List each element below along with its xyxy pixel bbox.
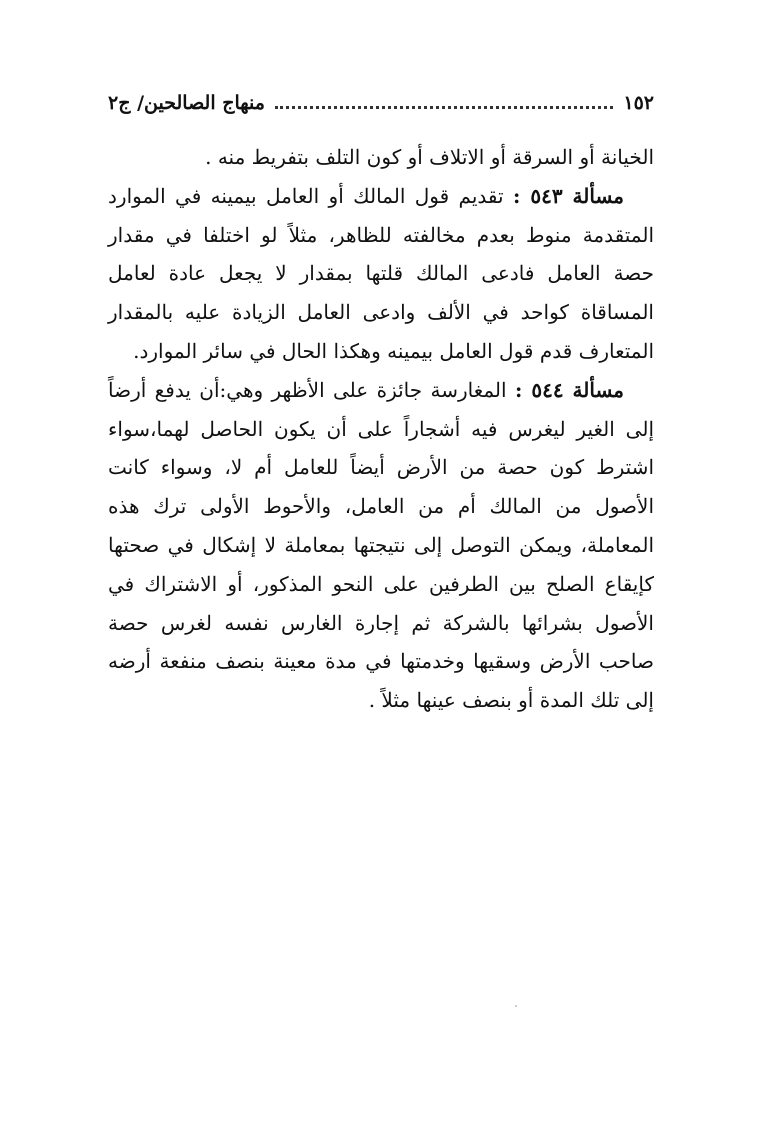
header-leader-dots (275, 106, 613, 109)
issue-544-label: مسألة ٥٤٤ : (514, 377, 624, 402)
issue-543-paragraph (108, 177, 654, 371)
issue-543-label: مسألة ٥٤٣ : (512, 183, 624, 208)
issue-544-paragraph (108, 371, 654, 720)
issue-544-text: المغارسة جائزة على الأظهر وهي:أن يدفع أرضاً إلى الغير ليغرس فيه أشجاراً على أن يكون الحاصل لهما،سواء اشترط كون حصة من الأرض أيضاً للعامل أم لا، وسواء كانت الأصول من المالك أم من العامل، والأحوط الأولى ترك هذه المعاملة، ويمكن التوصل إلى نتيجتها بمعاملة لا إشكال في صحتها كإيقاع الصلح بين الطرفين على النحو المذكور، أو الاشتراك في الأصول بشرائها بالشركة ثم إجارة الغارس نفسه لغرس حصة صاحب الأرض وسقيها وخدمتها في مدة معينة بنصف منفعة أرضه إلى تلك المدة أو بنصف عينها مثلاً . (108, 377, 654, 713)
scan-speck (515, 1005, 517, 1007)
body-text (108, 138, 654, 720)
page-number: ١٥٢ (623, 92, 654, 114)
continuation-paragraph: الخيانة أو السرقة أو الاتلاف أو كون التلف بتفريط منه . (205, 145, 654, 169)
running-header (108, 88, 654, 118)
book-title: منهاج الصالحين/ ج٢ (108, 92, 265, 114)
issue-543-text: تقديم قول المالك أو العامل بيمينه في الموارد المتقدمة منوط بعدم مخالفته للظاهر، مثلاً لو اختلفا في مقدار حصة العامل فادعى المالك قلتها بمقدار لا يجعل عادة لعامل المساقاة كواحد في الألف وادعى العامل الزيادة عليه بالمقدار المتعارف قدم قول العامل بيمينه وهكذا الحال في سائر الموارد. (108, 183, 654, 363)
